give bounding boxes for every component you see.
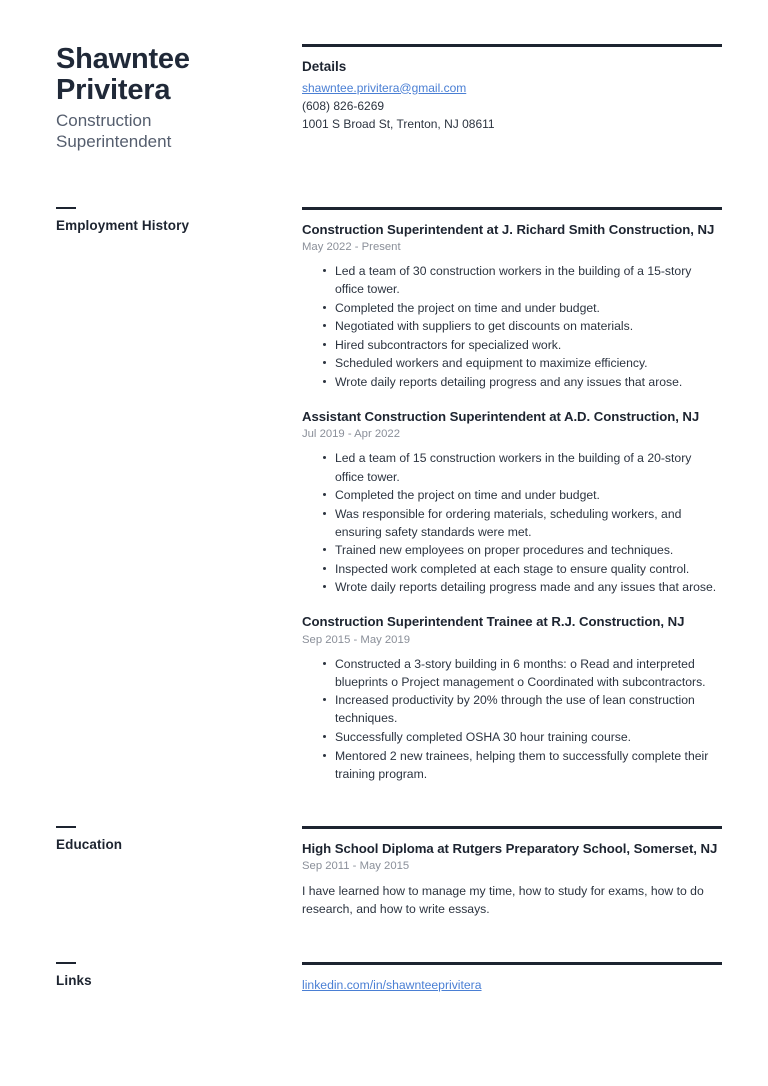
links-section: [56, 962, 722, 994]
employment-entry: [302, 408, 722, 596]
entry-date: Sep 2015 - May 2019: [302, 633, 411, 646]
list-item: Increased productivity by 20% through the use of lean construction techniques.: [335, 691, 722, 727]
list-item: Wrote daily reports detailing progress and any issues that arose.: [335, 373, 722, 391]
list-item: Trained new employees on proper procedures and techniques.: [335, 541, 722, 559]
list-item: Completed the project on time and under budget.: [335, 486, 722, 504]
entry-title: High School Diploma at Rutgers Preparatory School, Somerset, NJ: [302, 841, 718, 857]
education-entries: [302, 826, 722, 918]
page-title: Shawntee Privitera: [56, 43, 190, 107]
list-item: Constructed a 3-story building in 6 months: o Read and interpreted blueprints o Project management o Coordinated with subcontractors.: [335, 655, 722, 691]
entry-title: Assistant Construction Superintendent at A.D. Construction, NJ: [302, 409, 700, 425]
education-rule: [302, 826, 722, 829]
links-list: [302, 976, 722, 994]
list-item: Completed the project on time and under budget.: [335, 299, 722, 317]
section-dash-icon: [56, 962, 76, 964]
phone-text: (608) 826-6269: [302, 98, 385, 113]
list-item: Successfully completed OSHA 30 hour training course.: [335, 728, 722, 746]
list-item: Hired subcontractors for specialized work.: [335, 336, 722, 354]
details-rule: [302, 44, 722, 47]
entry-description: I have learned how to manage my time, how to study for exams, how to do research, and how to write essays.: [302, 883, 704, 916]
list-item: Scheduled workers and equipment to maximize efficiency.: [335, 354, 722, 372]
section-dash-icon: [56, 826, 76, 828]
identity-block: [56, 44, 302, 153]
header-section: [56, 44, 722, 153]
address-text: 1001 S Broad St, Trenton, NJ 08611: [302, 117, 495, 132]
details-heading: Details: [302, 59, 347, 74]
entry-date: Sep 2011 - May 2015: [302, 860, 410, 873]
sidebar-item-links: Links: [56, 972, 92, 988]
email-link[interactable]: shawntee.privitera@gmail.com: [302, 80, 467, 95]
entry-date: Jul 2019 - Apr 2022: [302, 428, 400, 441]
list-item: Negotiated with suppliers to get discounts on materials.: [335, 317, 722, 335]
education-label-block: [56, 826, 302, 853]
entry-bullets: [302, 449, 722, 596]
employment-label-block: [56, 207, 302, 234]
list-item: Led a team of 30 construction workers in the building of a 15-story office tower.: [335, 262, 722, 298]
links-rule: [302, 962, 722, 965]
list-item: Inspected work completed at each stage to ensure quality control.: [335, 560, 722, 578]
section-dash-icon: [56, 207, 76, 209]
details-block: [302, 44, 722, 133]
education-entry: [302, 840, 722, 918]
list-item: Wrote daily reports detailing progress made and any issues that arose.: [335, 578, 722, 596]
entry-bullets: [302, 655, 722, 783]
employment-rule: [302, 207, 722, 210]
list-item: Mentored 2 new trainees, helping them to successfully complete their training program.: [335, 747, 722, 783]
entry-title: Construction Superintendent at J. Richard Smith Construction, NJ: [302, 221, 715, 237]
education-section: [56, 826, 722, 918]
details-email-line: [302, 79, 722, 97]
entry-bullets: [302, 262, 722, 391]
employment-entry: [302, 221, 722, 391]
job-title: Construction Superintendent: [56, 111, 172, 151]
employment-entries: [302, 207, 722, 783]
linkedin-link[interactable]: linkedin.com/in/shawnteeprivitera: [302, 977, 482, 992]
sidebar-item-employment-history: Employment History: [56, 217, 190, 233]
list-item: Was responsible for ordering materials, scheduling workers, and ensuring safety standards were met.: [335, 505, 722, 541]
links-entries: [302, 962, 722, 994]
entry-title: Construction Superintendent Trainee at R.J. Construction, NJ: [302, 614, 685, 630]
employment-entry: [302, 613, 722, 782]
entry-date: May 2022 - Present: [302, 241, 401, 253]
list-item: Led a team of 15 construction workers in the building of a 20-story office tower.: [335, 449, 722, 485]
sidebar-item-education: Education: [56, 837, 123, 853]
employment-section: [56, 207, 722, 783]
links-label-block: [56, 962, 302, 989]
